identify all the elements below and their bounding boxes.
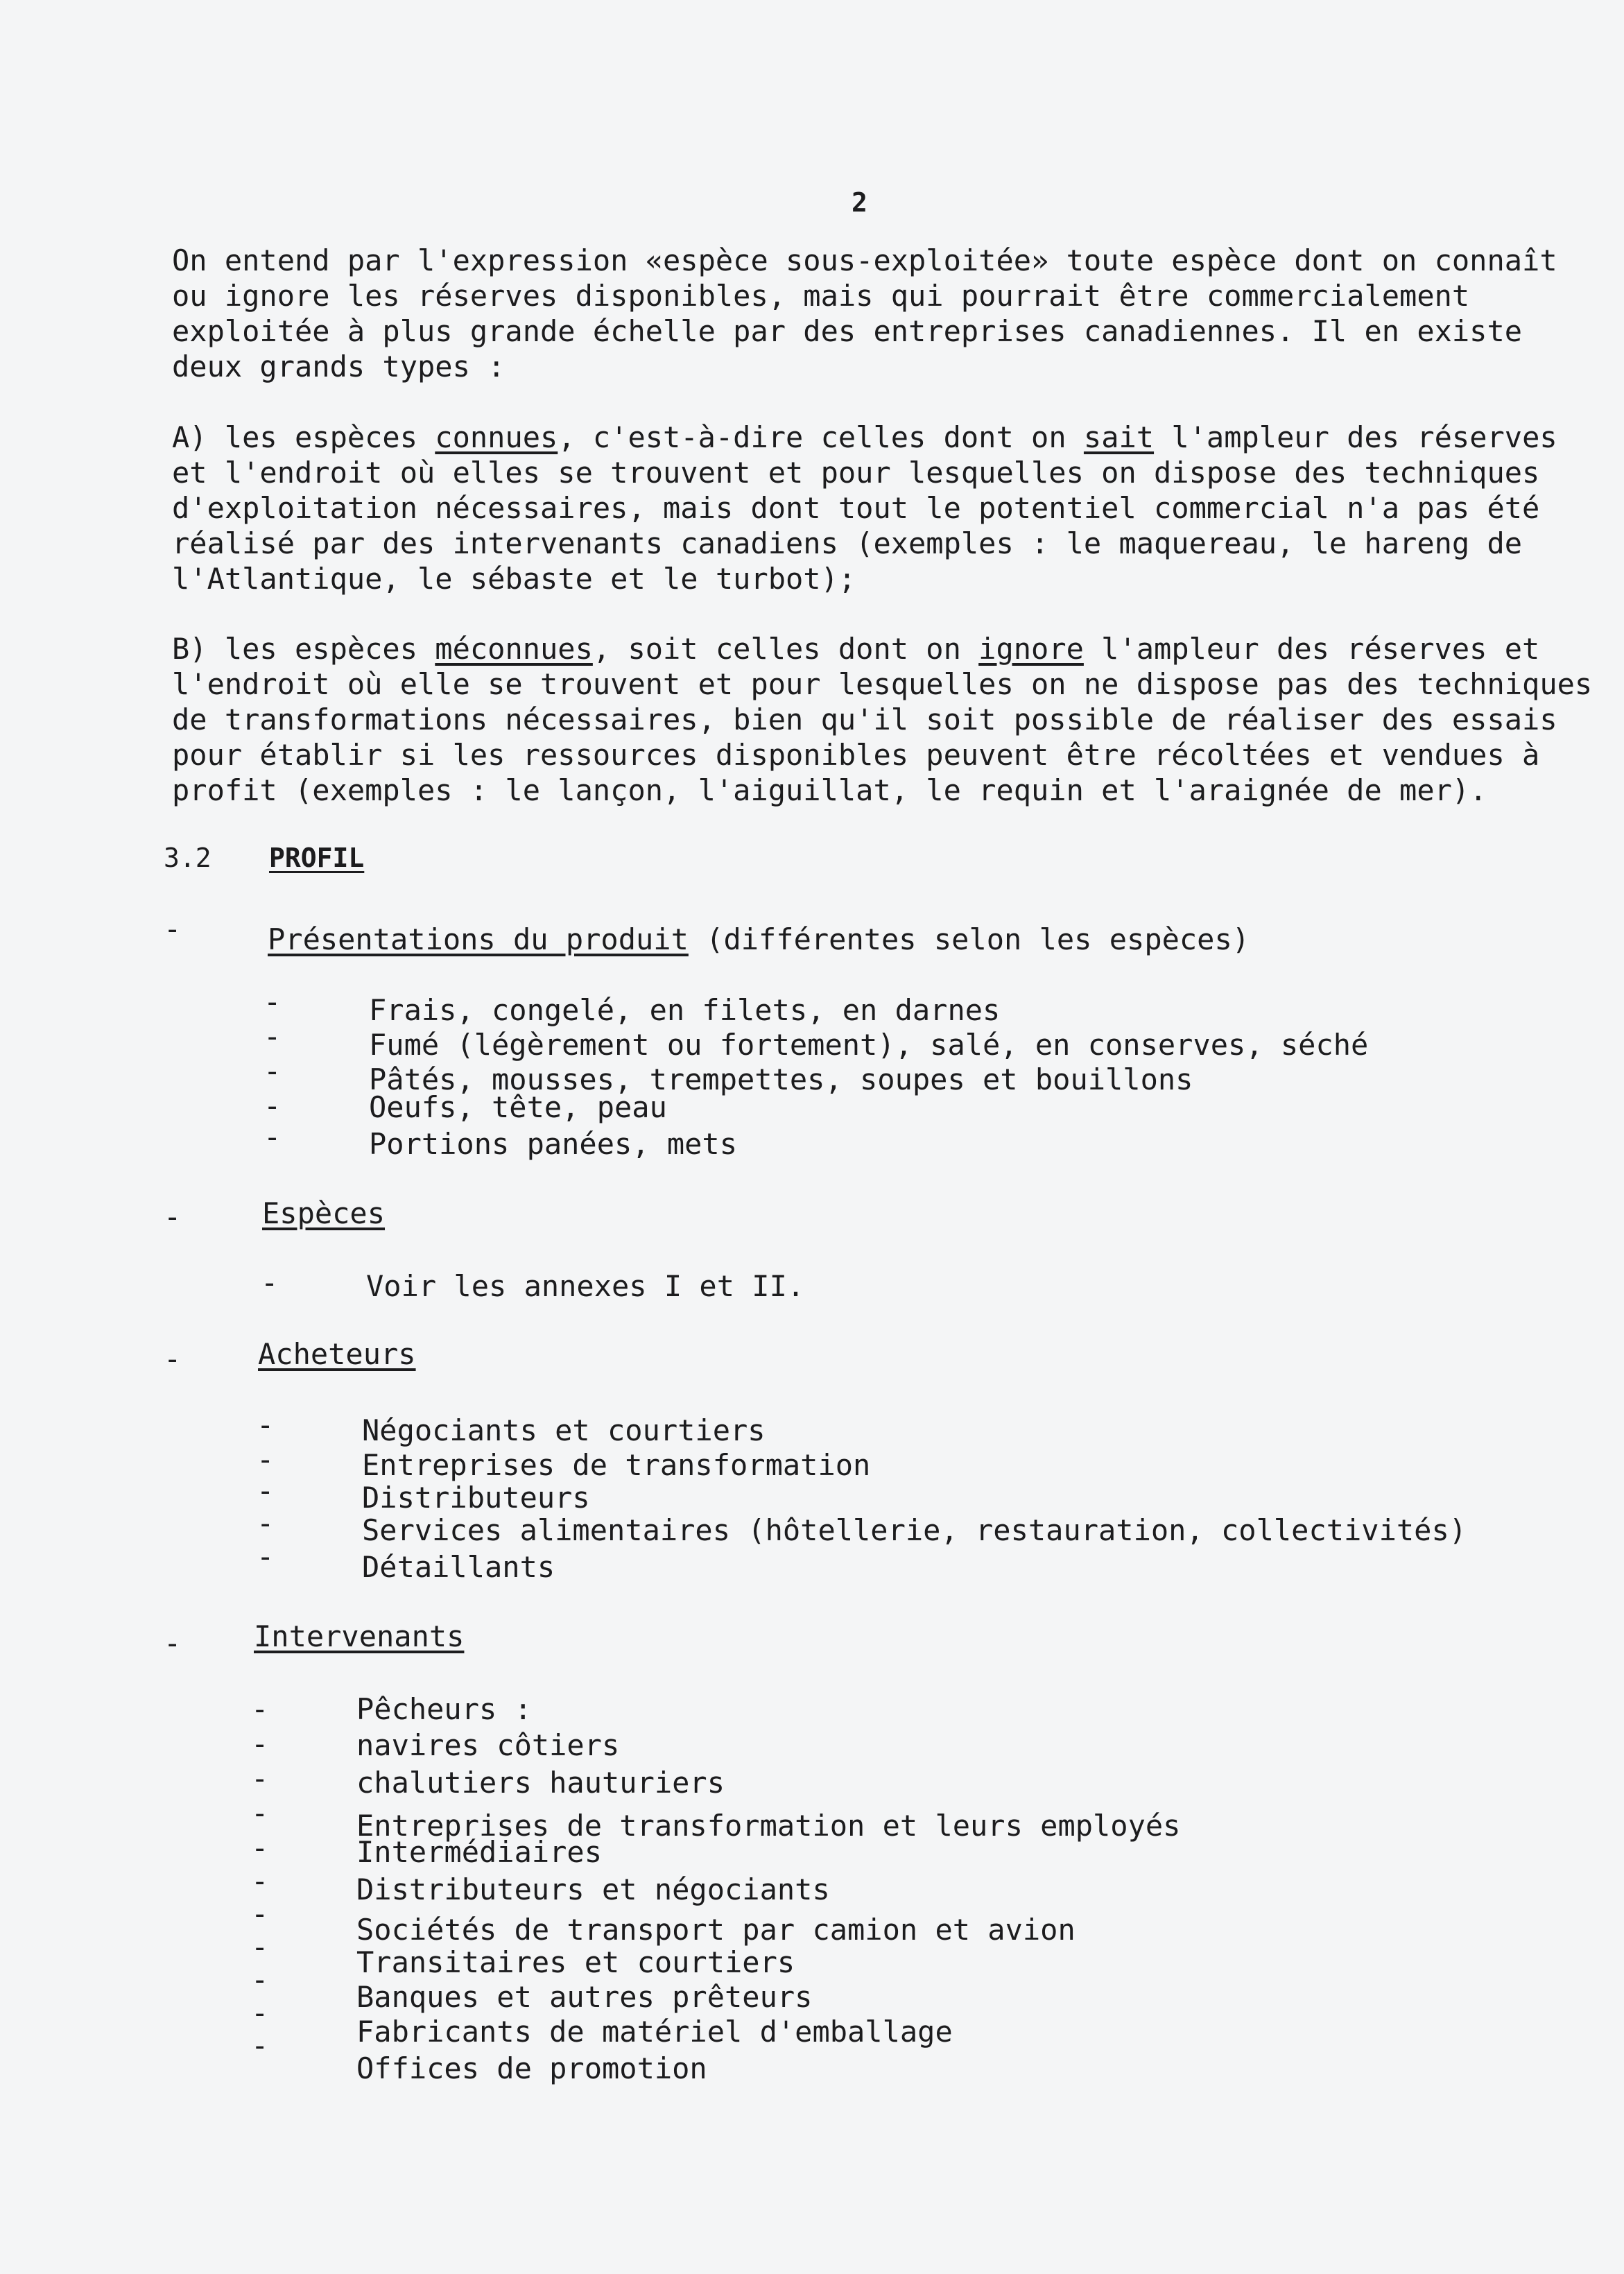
especes-title: Espèces bbox=[262, 1196, 386, 1230]
type-a-first-line bbox=[172, 420, 1557, 455]
type-a-keyword: sait bbox=[1083, 420, 1155, 454]
bullet-dash: - bbox=[257, 1442, 275, 1476]
bullet-dash: - bbox=[264, 985, 282, 1019]
type-a-prefix: A) les espèces bbox=[172, 420, 435, 454]
intervenant-item: Entreprises de transformation et leurs employés bbox=[356, 1809, 1181, 1843]
intervenant-item: Distributeurs et négociants bbox=[356, 1872, 830, 1906]
type-a-paragraph bbox=[172, 420, 1557, 596]
presentation-item: Frais, congelé, en filets, en darnes bbox=[369, 993, 1001, 1027]
bullet-dash: - bbox=[264, 1120, 282, 1154]
bullet-dash: - bbox=[257, 1474, 275, 1508]
bullet-dash: - bbox=[251, 1831, 269, 1865]
type-a-line: d'exploitation nécessaires, mais dont tout le potentiel commercial n'a pas été bbox=[172, 491, 1540, 525]
bullet-dash: - bbox=[261, 1266, 279, 1300]
bullet-dash: - bbox=[251, 1963, 269, 1997]
intervenant-item: Sociétés de transport par camion et avion bbox=[356, 1913, 1076, 1947]
presentation-item: Portions panées, mets bbox=[369, 1127, 738, 1161]
bullet-dash: - bbox=[257, 1408, 275, 1442]
intervenants-title: Intervenants bbox=[254, 1619, 465, 1653]
bullet-dash: - bbox=[257, 1506, 275, 1540]
bullet-dash: - bbox=[264, 1054, 282, 1088]
section-title: PROFIL bbox=[269, 843, 365, 873]
especes-heading bbox=[262, 1196, 385, 1231]
intervenant-item: Intermédiaires bbox=[356, 1835, 603, 1869]
intro-line: deux grands types : bbox=[172, 350, 506, 384]
presentation-item: Oeufs, tête, peau bbox=[369, 1090, 667, 1124]
intro-line: exploitée à plus grande échelle par des entreprises canadiennes. Il en existe bbox=[172, 314, 1523, 348]
intervenant-item: chalutiers hauturiers bbox=[356, 1766, 725, 1800]
type-b-line: pour établir si les ressources disponibles peuvent être récoltées et vendues à bbox=[172, 738, 1540, 772]
type-a-rest: l'ampleur des réserves bbox=[1154, 420, 1557, 454]
acheteur-item: Détaillants bbox=[362, 1550, 555, 1584]
bullet-dash: - bbox=[164, 1626, 182, 1660]
intro-line: ou ignore les réserves disponibles, mais qui pourrait être commercialement bbox=[172, 279, 1470, 313]
acheteur-item: Distributeurs bbox=[362, 1481, 590, 1515]
type-b-line: l'endroit où elle se trouvent et pour lesquelles on ne dispose pas des techniques bbox=[172, 667, 1593, 701]
acheteur-item: Entreprises de transformation bbox=[362, 1448, 871, 1482]
intervenant-item: Offices de promotion bbox=[356, 2051, 707, 2085]
section-number: 3.2 bbox=[164, 843, 211, 873]
intervenant-item: Pêcheurs : bbox=[356, 1692, 532, 1726]
type-b-line: profit (exemples : le lançon, l'aiguillat, le requin et l'araignée de mer). bbox=[172, 773, 1487, 807]
intervenant-item: Transitaires et courtiers bbox=[356, 1945, 795, 1979]
acheteurs-heading bbox=[258, 1337, 416, 1372]
acheteurs-title: Acheteurs bbox=[258, 1337, 416, 1371]
intro-paragraph bbox=[172, 243, 1557, 384]
presentations-title: Présentations du produit bbox=[268, 922, 689, 956]
bullet-dash: - bbox=[251, 1930, 269, 1964]
type-b-keyword: ignore bbox=[978, 632, 1084, 666]
acheteur-item: Services alimentaires (hôtellerie, restauration, collectivités) bbox=[362, 1513, 1467, 1547]
bullet-dash: - bbox=[251, 1762, 269, 1795]
intervenant-item: navires côtiers bbox=[356, 1728, 620, 1762]
intervenant-item: Banques et autres prêteurs bbox=[356, 1980, 813, 2014]
bullet-dash: - bbox=[264, 1019, 282, 1053]
type-a-term: connues bbox=[435, 420, 558, 454]
type-b-first-line bbox=[172, 631, 1552, 666]
acheteur-item: Négociants et courtiers bbox=[362, 1413, 766, 1447]
bullet-dash: - bbox=[164, 912, 182, 946]
bullet-dash: - bbox=[164, 1342, 182, 1376]
type-a-line: et l'endroit où elles se trouvent et pour lesquelles on dispose des techniques bbox=[172, 456, 1540, 490]
bullet-dash: - bbox=[251, 1692, 269, 1726]
bullet-dash: - bbox=[164, 1200, 182, 1234]
bullet-dash: - bbox=[251, 1897, 269, 1931]
presentations-note: (différentes selon les espèces) bbox=[688, 922, 1250, 956]
presentation-item: Fumé (légèrement ou fortement), salé, en conserves, séché bbox=[369, 1028, 1369, 1062]
bullet-dash: - bbox=[251, 1796, 269, 1830]
bullet-dash: - bbox=[251, 1864, 269, 1898]
type-a-line: l'Atlantique, le sébaste et le turbot); bbox=[172, 562, 856, 596]
intervenant-item: Fabricants de matériel d'emballage bbox=[356, 2015, 953, 2049]
bullet-dash: - bbox=[251, 2028, 269, 2062]
type-b-line: de transformations nécessaires, bien qu'il soit possible de réaliser des essais bbox=[172, 703, 1557, 737]
presentations-heading bbox=[268, 922, 1250, 957]
type-b-paragraph bbox=[172, 631, 1593, 808]
bullet-dash: - bbox=[251, 1727, 269, 1761]
intro-line: On entend par l'expression «espèce sous-exploitée» toute espèce dont on connaît bbox=[172, 243, 1557, 277]
bullet-dash: - bbox=[257, 1540, 275, 1574]
type-b-prefix: B) les espèces bbox=[172, 632, 435, 666]
bullet-dash: - bbox=[251, 1996, 269, 2030]
presentation-item: Pâtés, mousses, trempettes, soupes et bouillons bbox=[369, 1062, 1193, 1096]
especes-item: Voir les annexes I et II. bbox=[366, 1269, 805, 1303]
type-b-mid: , soit celles dont on bbox=[592, 632, 979, 666]
type-a-mid: , c'est-à-dire celles dont on bbox=[558, 420, 1084, 454]
type-b-term: méconnues bbox=[435, 632, 593, 666]
type-a-line: réalisé par des intervenants canadiens (exemples : le maquereau, le hareng de bbox=[172, 526, 1523, 560]
type-b-rest: l'ampleur des réserves et bbox=[1083, 632, 1540, 666]
intervenants-heading bbox=[254, 1619, 464, 1654]
page-number: 2 bbox=[852, 187, 867, 218]
bullet-dash: - bbox=[264, 1089, 282, 1123]
